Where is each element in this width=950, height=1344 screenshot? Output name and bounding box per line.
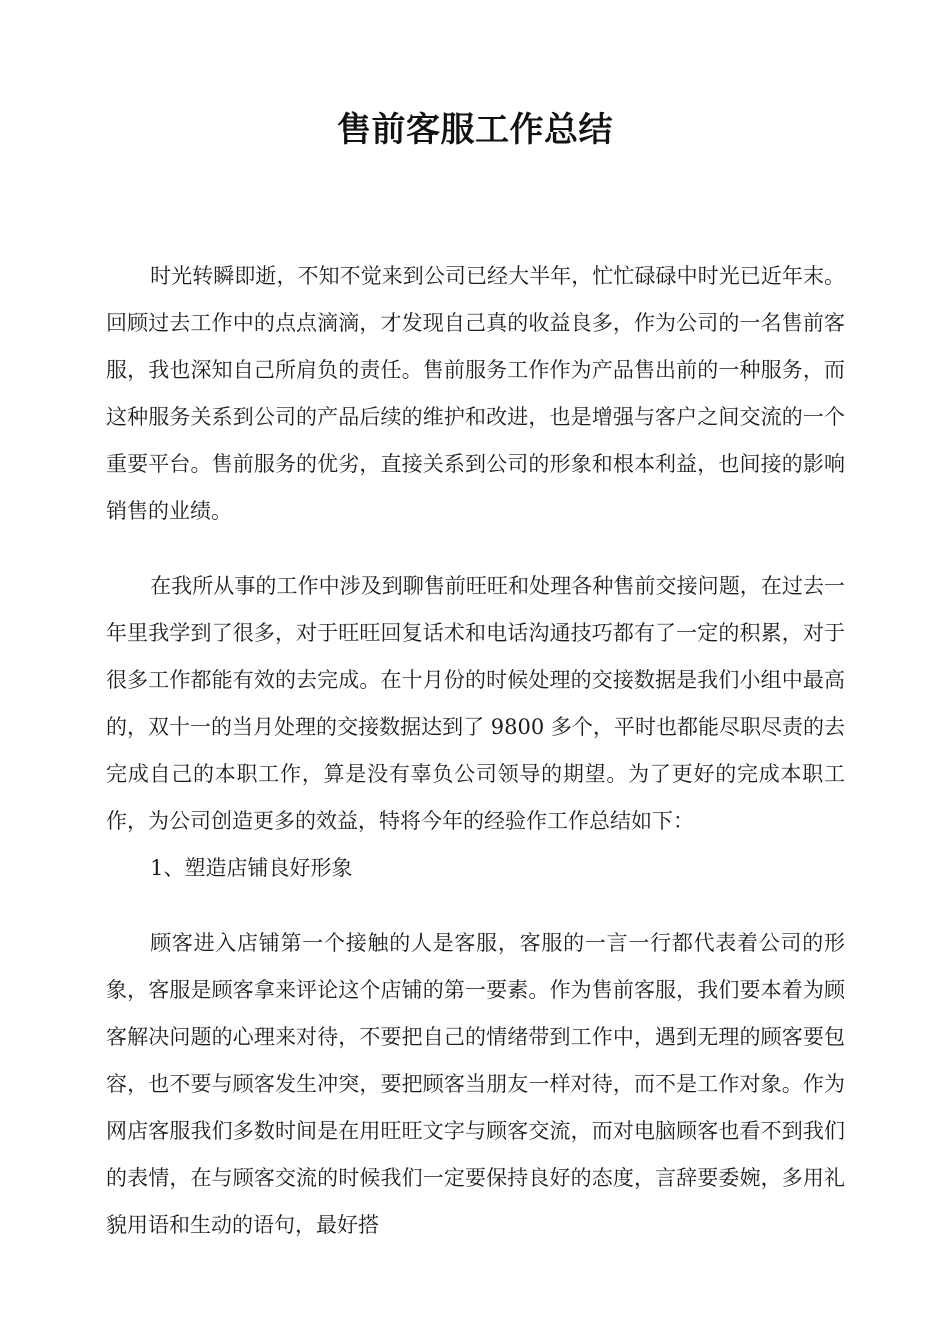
section-number-1: 1、 [150,856,185,880]
section-heading-1 [106,845,845,892]
page-title: 售前客服工作总结 [337,110,613,150]
paragraph-intro: 时光转瞬即逝，不知不觉来到公司已经大半年，忙忙碌碌中时光已近年末。 回顾过去工作中的点点滴滴，才发现自己真的收益良多，作为公司的一名售前客 服，我也深知自己所肩负的责任。售前服务工作作为产品售出前的一种服务，而 这种服务关系到公司的产品后续的维护和改进，也是增强与客户之间交流的一个 重要平台。售前服务的优劣，直接关系到公司的形象和根本利益，也间接的影响 销售的业绩。 [106,264,845,523]
section-heading-label-1: 塑造店铺良好形象 [184,856,353,880]
section-body-1: 顾客进入店铺第一个接触的人是客服，客服的一言一行都代表着公司的形 象，客服是顾客拿来评论这个店铺的第一要素。作为售前客服，我们要本着为顾 客解决问题的心理来对待，不要把自己的情绪带到工作中，遇到无理的顾客要包 容，也不要与顾客发生冲突，要把顾客当朋友一样对待，而不是工作对象。作为 网店客服我们多数时间是在用旺旺文字与顾客交流，而对电脑顾客也看不到我们 的表情，在与顾客交流的时候我们一定要保持良好的态度，言辞要委婉，多用礼 貌用语和生动的语句，最好搭 [106,931,845,1237]
document-body [106,253,845,1249]
paragraph-experience: 在我所从事的工作中涉及到聊售前旺旺和处理各种售前交接问题，在过去一 年里我学到了很多，对于旺旺回复话术和电话沟通技巧都有了一定的积累，对于 很多工作都能有效的去完成。在十月份的时候处理的交接数据是我们小组中最高 的，双十一的当月处理的交接数据达到了 9800 多个，平时也都能尽职尽责的去 完成自己的本职工作，算是没有辜负公司领导的期望。为了更好的完成本职工作，为公司创造更多的效益，特将今年的经验作工作总结如下： [106,574,845,833]
